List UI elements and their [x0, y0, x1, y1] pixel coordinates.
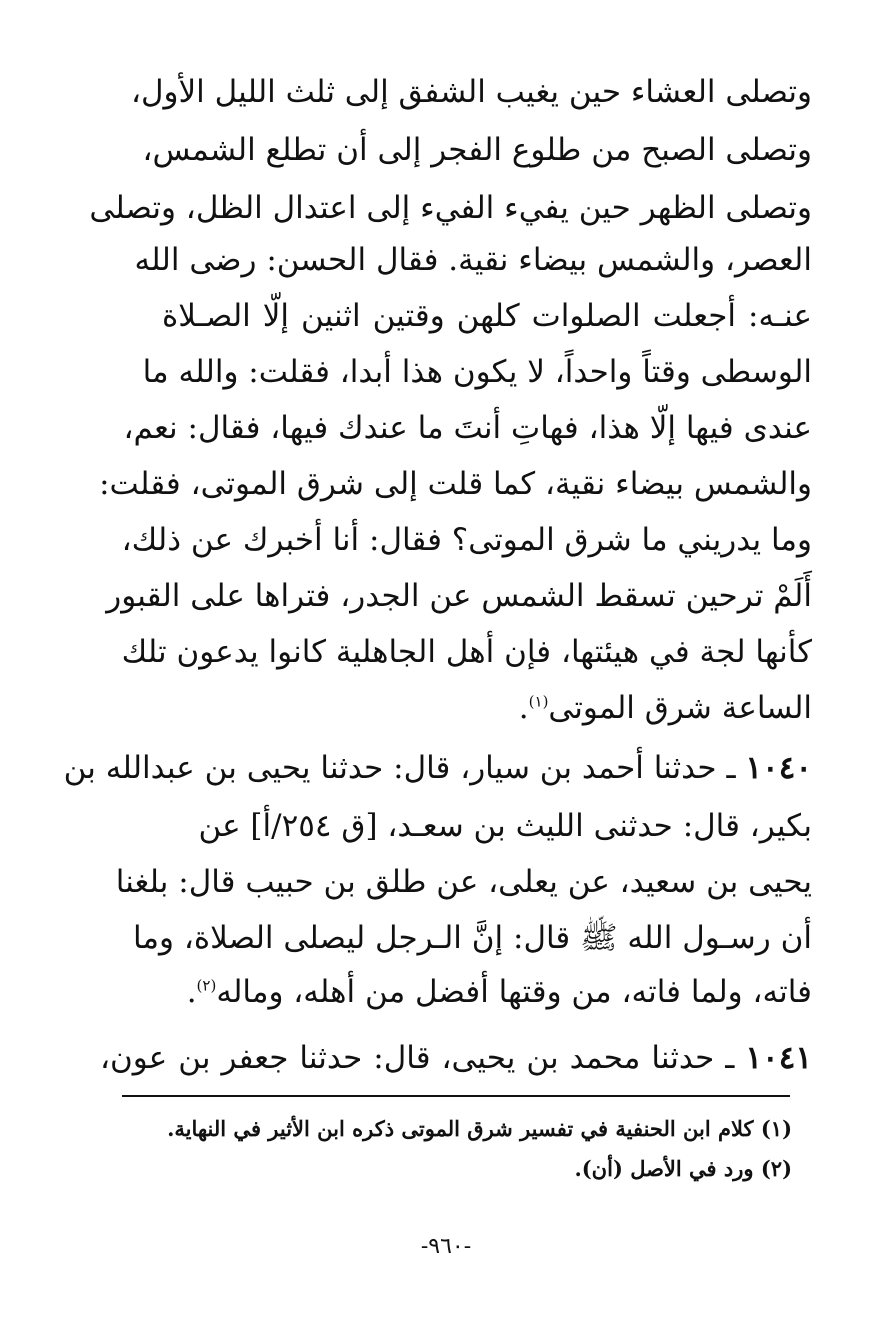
hadith-1041-first-line	[100, 1038, 812, 1078]
text-line: الوسطى وقتاً واحداً، لا يكون هذا أبدا، فقلت: والله ما	[142, 354, 812, 390]
text-line: وما يدريني ما شرق الموتى؟ فقال: أنا أخبرك عن ذلك،	[121, 522, 812, 558]
hadith-text: حدثنا محمد بن يحيى، قال: حدثنا جعفر بن عون،	[100, 1040, 715, 1076]
full-stop: .	[186, 974, 197, 1010]
hadith-1040-first-line	[63, 748, 812, 788]
text-line: عنـه: أجعلت الصلوات كلهن وقتين اثنين إلّا الصـلاة	[162, 298, 812, 334]
page-number: -٩٦٠-	[420, 1234, 472, 1259]
text-line: عندى فيها إلّا هذا، فهاتِ أنتَ ما عندك فيها، فقال: نعم،	[123, 410, 812, 446]
hadith-number: ١٠٤٠	[745, 750, 812, 786]
footnote-separator	[122, 1095, 790, 1097]
hadith-text: حدثنا أحمد بن سيار، قال: حدثنا يحيى بن عبدالله بن	[63, 750, 717, 786]
text-line-last	[162, 688, 812, 728]
footnote-2: (٢) ورد في الأصل (أن).	[574, 1156, 792, 1181]
hadith-dash: ـ	[725, 1040, 735, 1076]
text-segment: فاته، ولما فاته، من وقتها أفضل من أهله، وماله	[216, 974, 812, 1010]
hadith-number: ١٠٤١	[745, 1040, 813, 1076]
text-segment: الساعة شرق الموتى	[548, 690, 812, 726]
footnote-ref[interactable]: (١)	[528, 692, 549, 711]
full-stop: .	[518, 690, 529, 726]
text-line: بكير، قال: حدثنى الليث بن سعـد، [ق ٢٥٤/أ] عن	[198, 808, 812, 844]
text-line: وتصلى الصبح من طلوع الفجر إلى أن تطلع الشمس،	[142, 132, 812, 168]
text-line: العصر، والشمس بيضاء نقية. فقال الحسن: رضى الله	[134, 242, 812, 278]
footnote-1: (١) كلام ابن الحنفية في تفسير شرق الموتى ذكره ابن الأثير في النهاية.	[167, 1116, 792, 1141]
text-line: وتصلى الظهر حين يفيء الفيء إلى اعتدال الظل، وتصلى	[89, 190, 812, 226]
text-line: يحيى بن سعيد، عن يعلى، عن طلق بن حبيب قال: بلغنا	[115, 864, 812, 900]
text-line: والشمس بيضاء نقية، كما قلت إلى شرق الموتى، فقلت:	[99, 466, 812, 502]
text-line-last	[186, 972, 812, 1012]
text-line: أن رسـول الله ﷺ قال: إنَّ الـرجل ليصلى الصلاة، وما	[132, 920, 812, 956]
text-line: أَلَمْ ترحين تسقط الشمس عن الجدر، فتراها على القبور	[106, 578, 812, 614]
text-line: كأنها لجة في هيئتها، فإن أهل الجاهلية كانوا يدعون تلك	[121, 634, 812, 670]
text-line: وتصلى العشاء حين يغيب الشفق إلى ثلث الليل الأول،	[130, 74, 812, 110]
hadith-dash: ـ	[726, 750, 736, 786]
footnote-ref[interactable]: (٢)	[196, 976, 217, 995]
